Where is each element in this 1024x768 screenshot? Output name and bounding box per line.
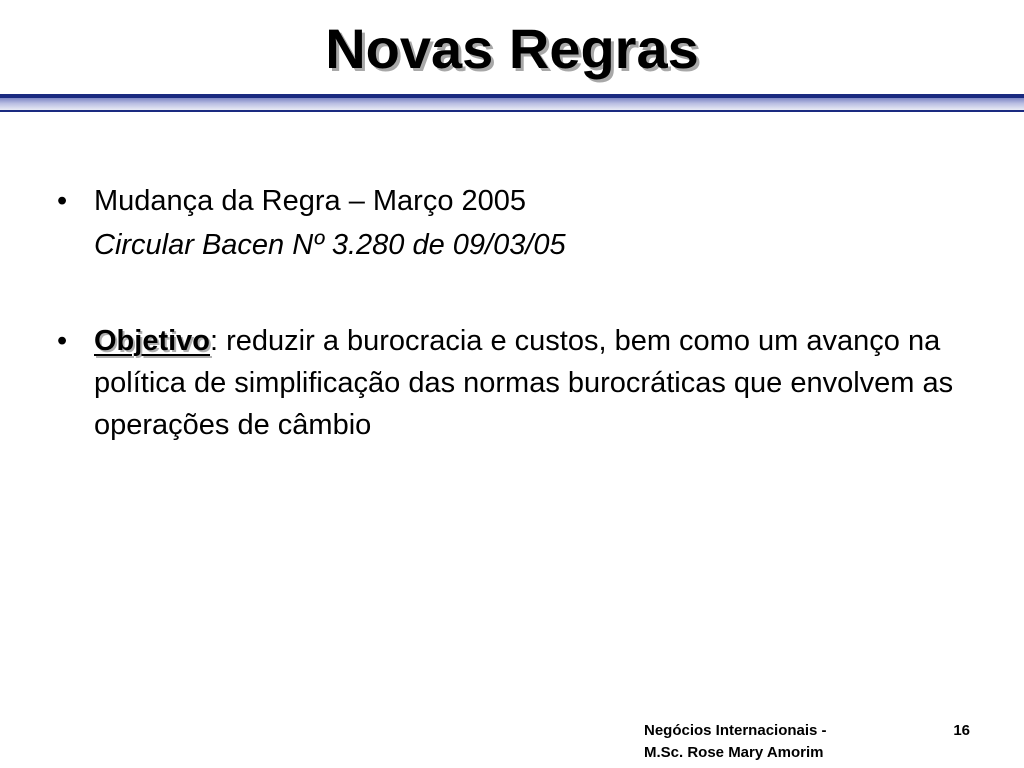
footer-line-1: Negócios Internacionais - xyxy=(644,722,827,739)
slide-body xyxy=(57,180,957,446)
footer-line-2: M.Sc. Rose Mary Amorim xyxy=(644,744,824,761)
slide-title: Novas Regras xyxy=(325,17,699,80)
footer-credit xyxy=(644,720,827,764)
bullet-item-2 xyxy=(57,320,957,446)
title-divider-bottom xyxy=(0,110,1024,112)
bullet-icon: • xyxy=(57,185,68,217)
bullet-text: : reduzir a burocracia e custos, bem como um avanço na política de simplificação das normas burocráticas que envolvem as operações de câmbio xyxy=(94,325,954,441)
page-number: 16 xyxy=(953,722,970,739)
bullet-bold-term: Objetivo xyxy=(94,325,211,357)
bullet-item-1 xyxy=(57,180,957,222)
bullet-icon: • xyxy=(57,325,68,357)
bullet-subline: Circular Bacen Nº 3.280 de 09/03/05 xyxy=(94,229,566,261)
title-divider-gradient xyxy=(0,98,1024,110)
bullet-text: Mudança da Regra – Março 2005 xyxy=(94,185,527,217)
